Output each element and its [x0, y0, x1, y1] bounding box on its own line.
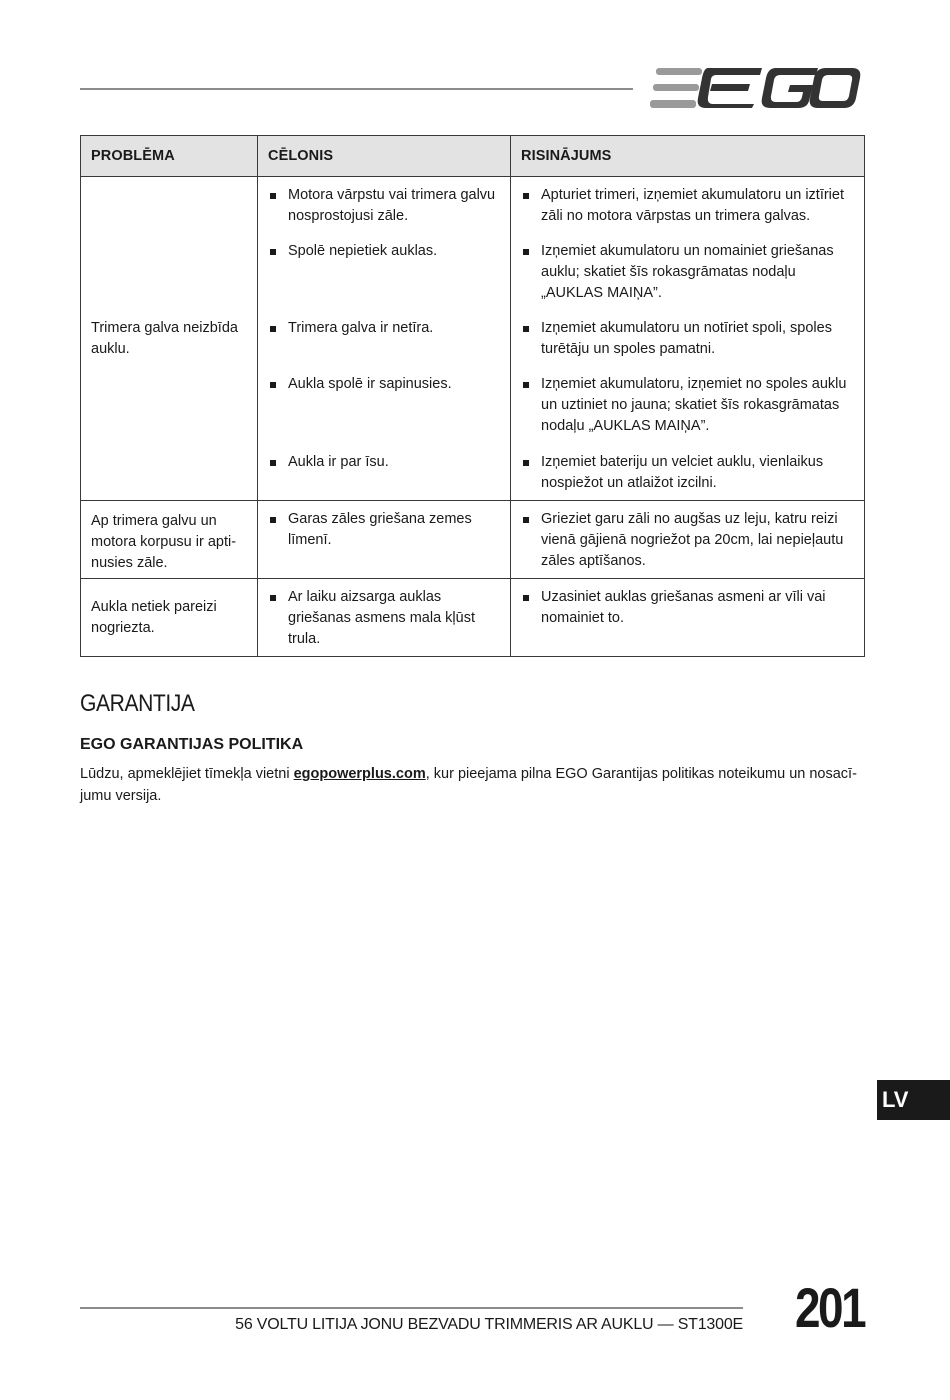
solution-cell: [511, 579, 865, 657]
warranty-text-before: Lūdzu, apmeklējiet tīmekļa vietni: [80, 766, 294, 782]
cause-cell: [258, 177, 511, 501]
cause-item: Motora vārpstu vai trimera galvu nosprostojusi zāle.: [258, 177, 510, 233]
table-row: [81, 501, 865, 579]
table-row: [81, 579, 865, 657]
cause-item: Aukla spolē ir sapinusies.: [258, 366, 510, 444]
solution-cell: [511, 501, 865, 579]
solution-item: Izņemiet akumulatoru, izņemiet no spoles auklu un uztiniet no jauna; skatiet šīs rokasgrāmatas nodaļu „AUKLAS MAIŅA”.: [511, 366, 864, 444]
table-row: [81, 177, 865, 501]
cause-item: Spolē nepietiek auklas.: [258, 233, 510, 310]
website-link[interactable]: egopowerplus.com: [293, 766, 426, 782]
troubleshooting-table: [80, 135, 865, 657]
cause-cell: [258, 579, 511, 657]
header-rule: [80, 88, 633, 90]
solution-item: Izņemiet akumulatoru un notīriet spoli, spoles turētāju un spoles pamatni.: [511, 310, 864, 366]
page-number: 201: [794, 1276, 865, 1339]
problem-cell: Trimera galva neizbīda auklu.: [81, 177, 258, 501]
cause-cell: [258, 501, 511, 579]
table-header-row: [81, 136, 865, 177]
footer-text: 56 VOLTU LITIJA JONU BEZVADU TRIMMERIS AR AUKLU — ST1300E: [235, 1316, 743, 1333]
section-subtitle: EGO GARANTIJAS POLITIKA: [80, 736, 304, 753]
header-solution: RISINĀJUMS: [511, 136, 865, 177]
ego-logo: [650, 64, 862, 112]
problem-cell: Aukla netiek pareizi nogriezta.: [81, 579, 258, 657]
cause-item: Garas zāles griešana zemes līmenī.: [258, 501, 510, 578]
cause-item: Trimera galva ir netīra.: [258, 310, 510, 366]
language-tab: LV: [877, 1080, 950, 1120]
solution-item: Izņemiet akumulatoru un nomainiet griešanas auklu; skatiet šīs rokasgrāmatas nodaļu „AUKLAS MAIŅA”.: [511, 233, 864, 310]
header-cause: CĒLONIS: [258, 136, 511, 177]
solution-item: Grieziet garu zāli no augšas uz leju, katru reizi vienā gājienā nogriežot pa 20cm, lai nepieļautu zāles aptīšanos.: [511, 501, 864, 578]
warranty-paragraph: [80, 763, 864, 807]
header-problem: PROBLĒMA: [81, 136, 258, 177]
warranty-text-after: , kur pieejama pilna EGO Garantijas politikas noteikumu un nosacī- jumu versija.: [80, 766, 857, 804]
solution-cell: [511, 177, 865, 501]
solution-item: Apturiet trimeri, izņemiet akumulatoru un iztīriet zāli no motora vārpstas un trimera galvas.: [511, 177, 864, 233]
footer-rule: [80, 1307, 743, 1309]
section-title: GARANTIJA: [80, 690, 195, 717]
solution-item: Izņemiet bateriju un velciet auklu, vienlaikus nospiežot un atlaižot izcilni.: [511, 444, 864, 500]
cause-item: Aukla ir par īsu.: [258, 444, 510, 500]
problem-cell: Ap trimera galvu un motora korpusu ir apti- nusies zāle.: [81, 501, 258, 579]
cause-item: Ar laiku aizsarga auklas griešanas asmens mala kļūst trula.: [258, 579, 510, 656]
solution-item: Uzasiniet auklas griešanas asmeni ar vīli vai nomainiet to.: [511, 579, 864, 656]
